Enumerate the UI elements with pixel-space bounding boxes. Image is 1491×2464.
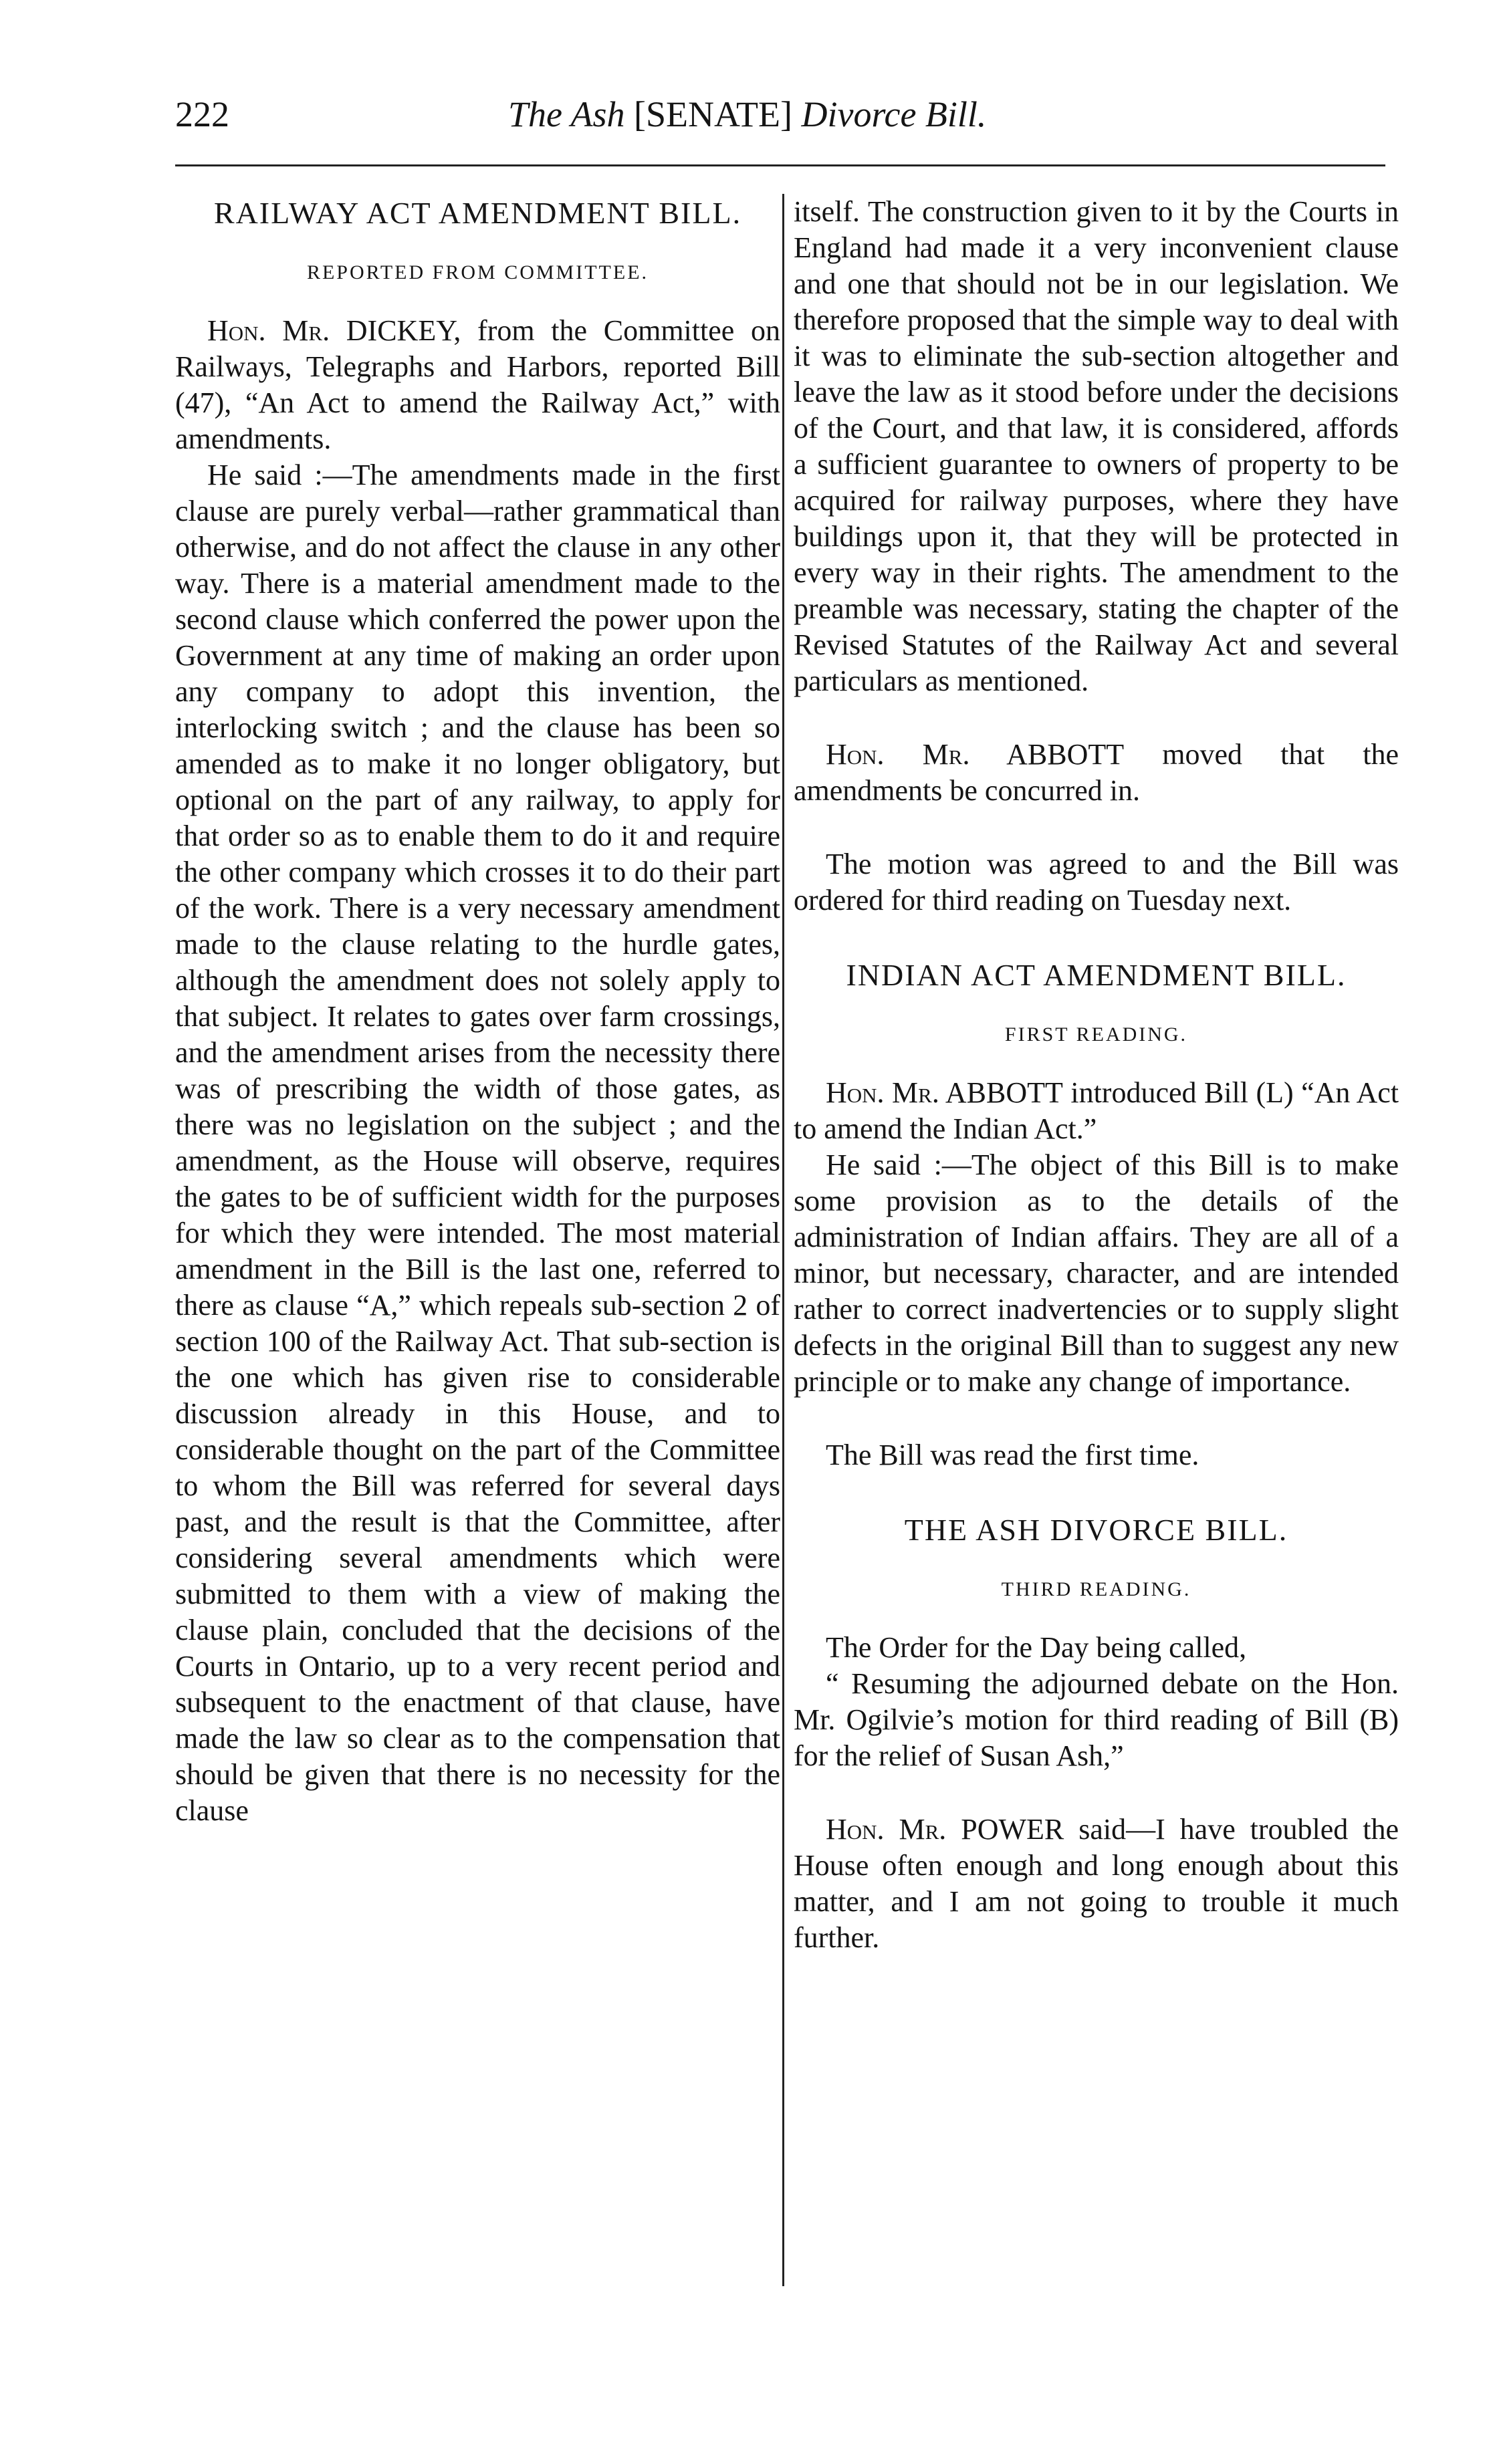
running-head-chamber: [SENATE] [634, 94, 792, 134]
abbott-motion-paragraph [794, 737, 1399, 809]
order-of-day-paragraph: The Order for the Day being called, [826, 1631, 1247, 1664]
ash-bill-subhead: THIRD READING. [1001, 1578, 1191, 1600]
dickey-speaker: Hon. Mr. DICKEY, [207, 314, 461, 347]
power-text: said—I have troubled the House often enough and long enough about this matter, and I am not going to trouble it much further. [794, 1813, 1399, 1954]
indian-intro-paragraph [794, 1075, 1399, 1147]
left-column [175, 194, 780, 1829]
continuation-paragraph: itself. The construction given to it by the Courts in England had made it a very inconvenient clause and one that should not be in our legislation. We therefore proposed that the simple way to deal with it was to eliminate the sub-section altogether and leave the law as it stood before under the decisions of the Court, and that law, it is considered, affords a sufficient guarantee to owners of property to be acquired for railway purposes, where they have buildings upon it, that they will be protected in every way in their rights. The amendment to the preamble was necessary, stating the chapter of the Revised Statutes of the Railway Act and several particulars as mentioned. [794, 195, 1399, 697]
ash-bill-title: THE ASH DIVORCE BILL. [904, 1513, 1288, 1547]
abbott-speaker-2: Hon. Mr. ABBOTT [826, 1076, 1063, 1109]
dickey-report-text: from the Committee on Railways, Telegraphs and Harbors, reported Bill (47), “An Act to amend the Railway Act,” with amendments. [175, 314, 781, 455]
dickey-report-paragraph [175, 313, 780, 457]
page-number: 222 [175, 94, 229, 134]
motion-agreed-paragraph: The motion was agreed to and the Bill was ordered for third reading on Tuesday next. [794, 848, 1399, 916]
header-rule [175, 164, 1385, 166]
abbott-motion-text: moved that the amendments be concurred in. [794, 738, 1399, 807]
railway-bill-subhead: REPORTED FROM COMMITTEE. [306, 261, 649, 283]
indian-bill-title: INDIAN ACT AMENDMENT BILL. [846, 958, 1347, 992]
indian-statement-paragraph: He said :—The object of this Bill is to make some provision as to the details of the administration of Indian affairs. They are all of a minor, but necessary, character, and are intended rather to correct inadvertencies or to supply slight defects in the original Bill than to suggest any new principle or to make any change of importance. [794, 1148, 1399, 1398]
right-column [794, 194, 1399, 1956]
power-speaker: Hon. Mr. POWER [826, 1813, 1064, 1846]
abbott-speaker: Hon. Mr. ABBOTT [826, 738, 1125, 771]
railway-bill-title: RAILWAY ACT AMENDMENT BILL. [213, 196, 742, 230]
running-head [508, 94, 986, 135]
page-header [0, 94, 1491, 147]
indian-intro-text: introduced Bill (L) “An Act to amend the Indian Act.” [794, 1076, 1399, 1145]
running-head-left: The Ash [508, 94, 625, 134]
power-paragraph [794, 1812, 1399, 1956]
running-head-right: Divorce Bill. [801, 94, 987, 134]
order-quote: “ Resuming the adjourned debate on the Hon. Mr. Ogilvie’s motion for third reading of Bill (B) for the relief of Susan Ash,” [794, 1667, 1399, 1772]
column-divider [782, 194, 784, 2286]
indian-bill-subhead: FIRST READING. [1004, 1023, 1188, 1045]
bill-read-paragraph: The Bill was read the first time. [826, 1439, 1199, 1471]
dickey-statement-paragraph: He said :—The amendments made in the first clause are purely verbal—rather grammatical than otherwise, and do not affect the clause in any other way. There is a material amendment made to the second clause which conferred the power upon the Government at any time of making an order upon any company to adopt this invention, the interlocking switch ; and the clause has been so amended as to make it no longer obligatory, but optional on the part of any railway, to apply for that order so as to enable them to do it and require the other company which crosses it to do their part of the work. There is a very necessary amendment made to the clause relating to the hurdle gates, although the amendment does not solely apply to that subject. It relates to gates over farm crossings, and the amendment arises from the necessity there was of prescribing the width of those gates, as there was no legislation on the subject ; and the amendment, as the House will observe, requires the gates to be of sufficient width for the purposes for which they were intended. The most material amendment in the Bill is the last one, referred to there as clause “A,” which repeals sub-section 2 of section 100 of the Railway Act. That sub-section is the one which has given rise to considerable discussion already in this House, and to considerable thought on the part of the Committee to whom the Bill was referred for several days past, and the result is that the Committee, after considering several amendments which were submitted to them with a view of making the clause plain, concluded that the decisions of the Courts in Ontario, up to a very recent period and subsequent to the enactment of that clause, have made the law so clear as to the compensation that should be given that there is no necessity for the clause [175, 459, 780, 1827]
